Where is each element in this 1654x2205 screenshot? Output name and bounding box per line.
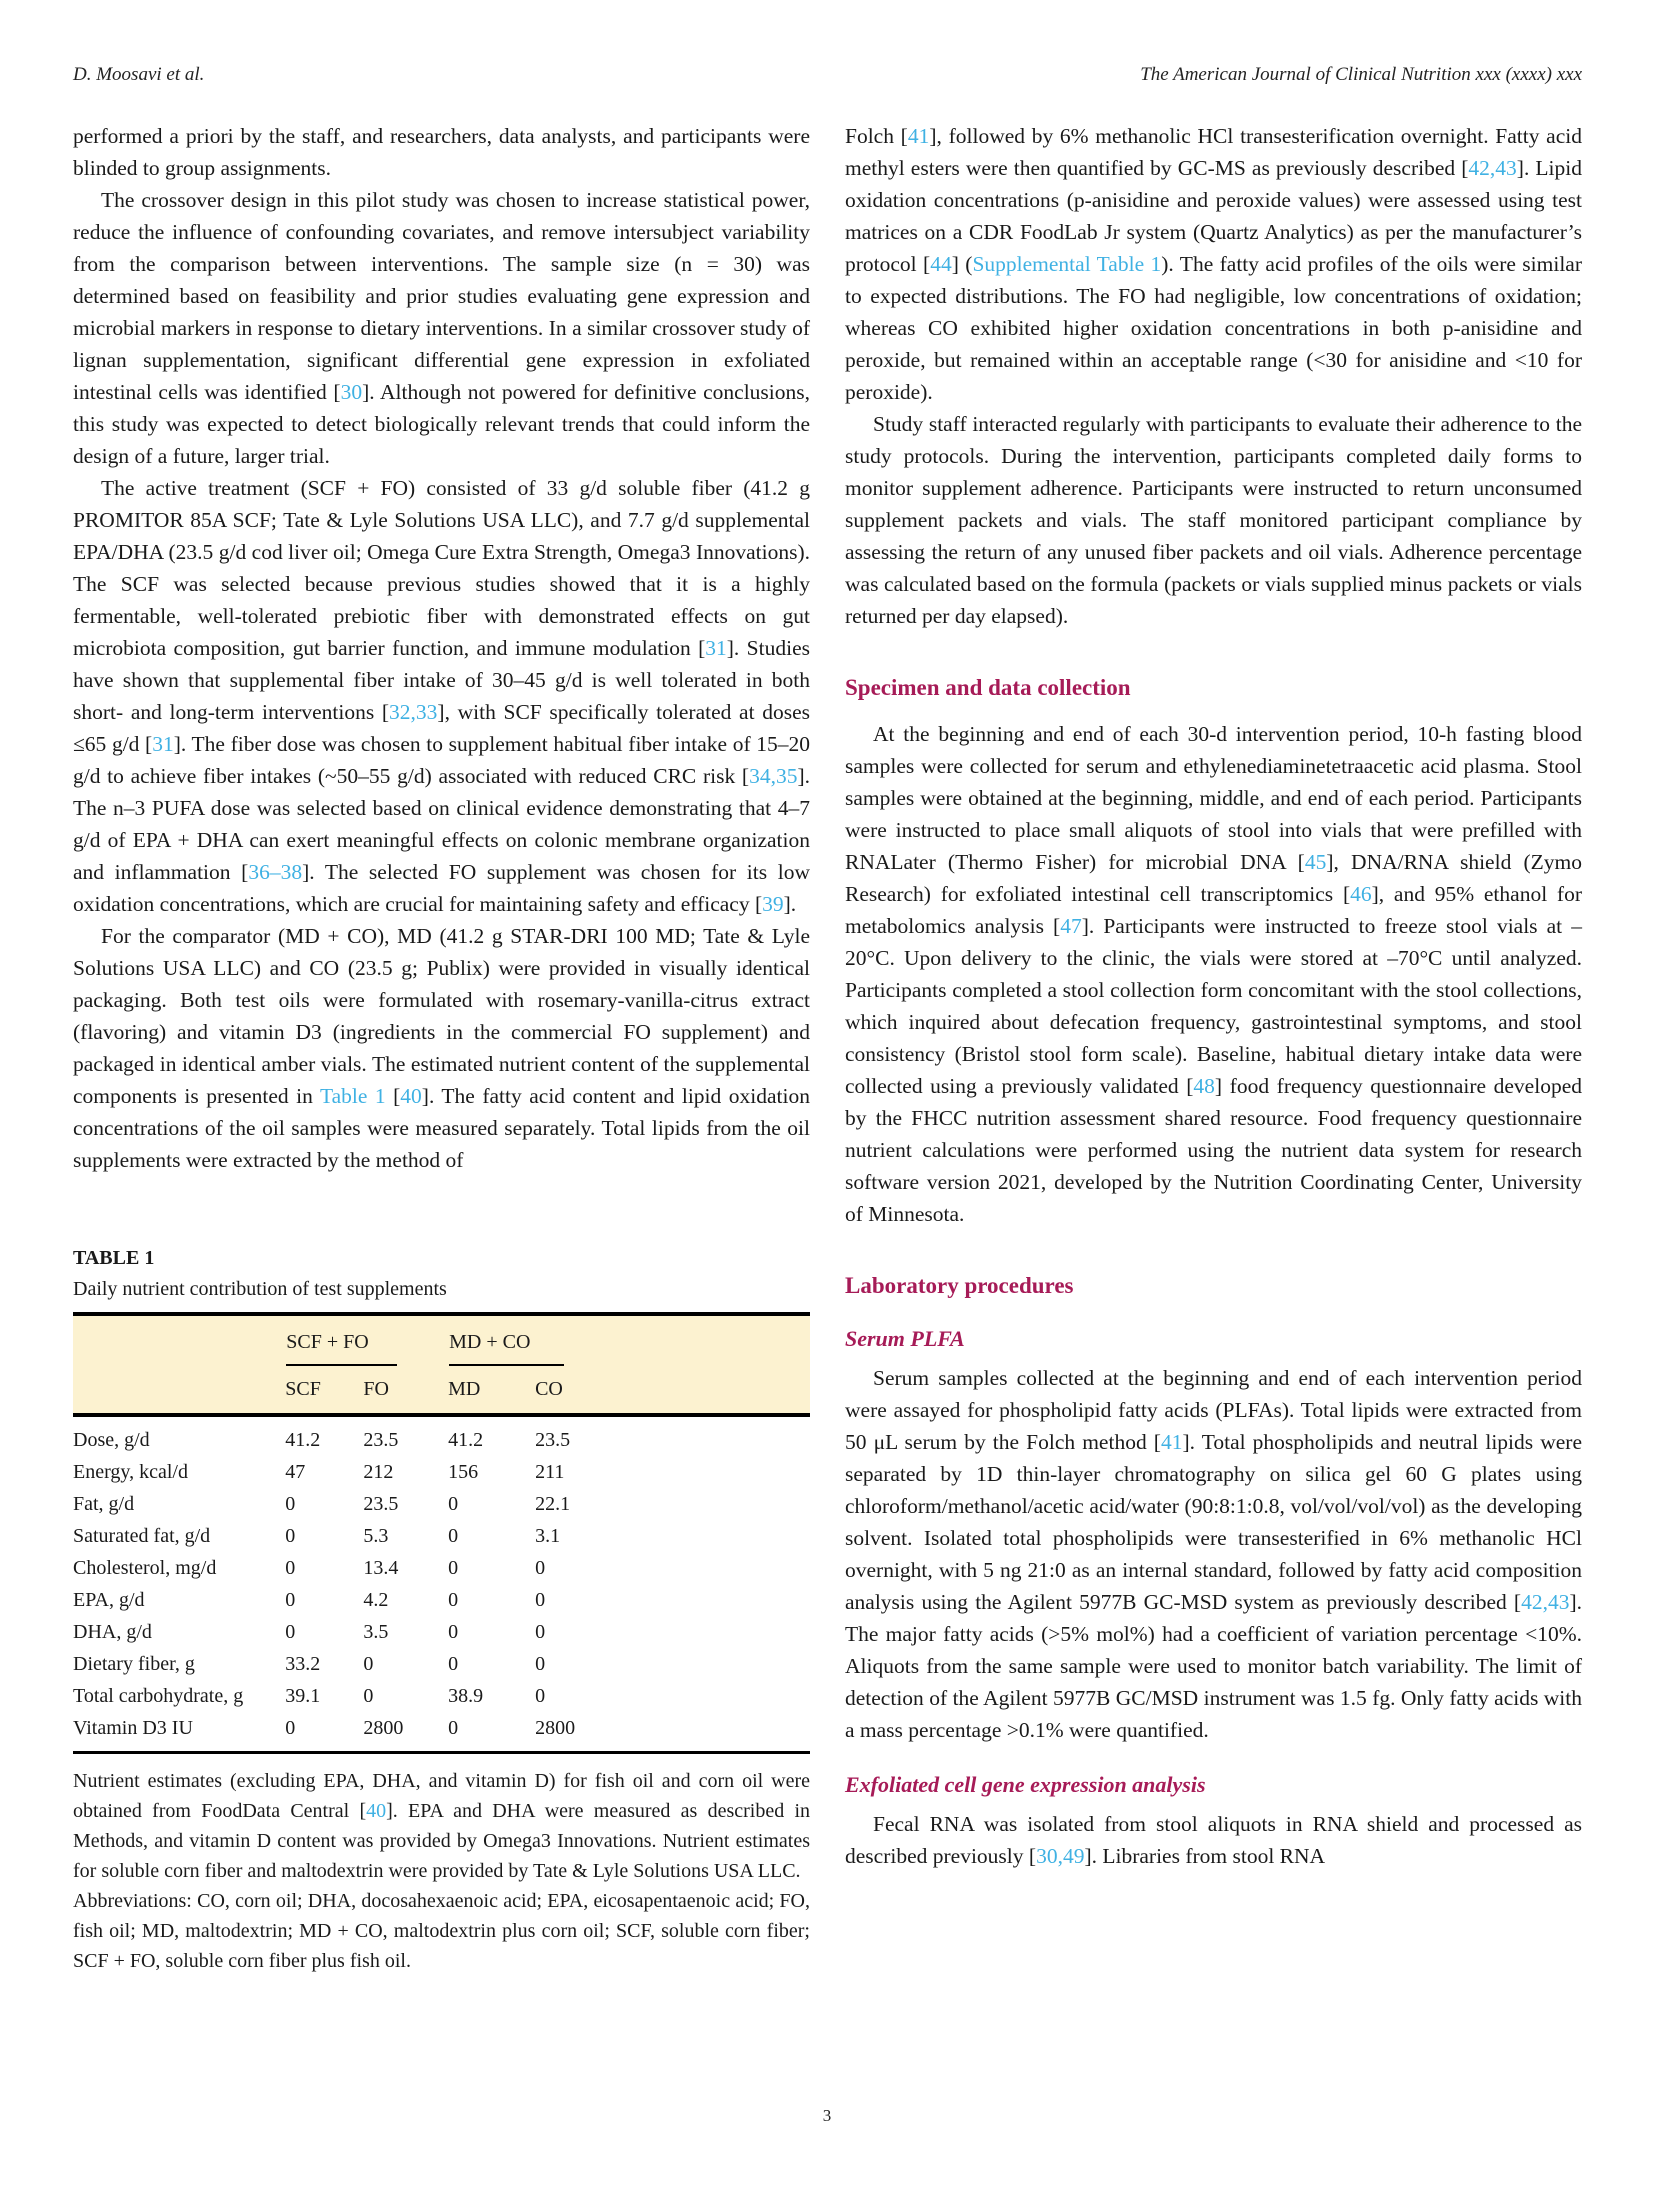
col-header-co: CO bbox=[535, 1367, 810, 1415]
text-segment: ]. bbox=[783, 892, 797, 916]
text-segment: Fecal RNA was isolated from stool aliquots in RNA shield and processed as described previously [ bbox=[845, 1812, 1582, 1868]
text-segment: ]. Libraries from stool RNA bbox=[1084, 1844, 1326, 1868]
text-segment: ] ( bbox=[951, 252, 973, 276]
citation-link[interactable]: Table 1 bbox=[319, 1084, 386, 1108]
cell: 41.2 bbox=[285, 1429, 321, 1451]
cell: 5.3 bbox=[363, 1525, 389, 1547]
citation-link[interactable]: 36–38 bbox=[248, 860, 303, 884]
right-column bbox=[845, 120, 1582, 1976]
row-label: Cholesterol, mg/d bbox=[73, 1557, 217, 1579]
cell: 38.9 bbox=[448, 1685, 484, 1707]
cell: 0 bbox=[285, 1525, 296, 1547]
footnote-nutrient-sources bbox=[73, 1766, 810, 1886]
cell: 4.2 bbox=[363, 1589, 389, 1611]
running-head bbox=[73, 64, 1582, 86]
cell: 0 bbox=[285, 1621, 296, 1643]
table-row bbox=[73, 1415, 810, 1456]
citation-link[interactable]: 41 bbox=[907, 124, 930, 148]
table-1-caption: Daily nutrient contribution of test supplements bbox=[73, 1278, 447, 1300]
cell: 211 bbox=[535, 1461, 565, 1483]
citation-link[interactable]: 32,33 bbox=[389, 700, 438, 724]
text-segment: Serum samples collected at the beginning and end of each intervention period were assayed for phospholipid fatty acids (PLFAs). Total lipids were extracted from 50 μL serum by the Folch method [ bbox=[845, 1366, 1582, 1454]
text-segment: performed a priori by the staff, and researchers, data analysts, and participants were blinded to group assignments. bbox=[73, 124, 810, 180]
cell: 41.2 bbox=[448, 1429, 484, 1451]
table-row bbox=[73, 1616, 810, 1648]
nutrient-table bbox=[73, 1312, 810, 1754]
text-segment: ]. Total phospholipids and neutral lipids were separated by 1D thin-layer chromatography on silica gel 60 G plates using chloroform/methanol/acetic acid/water (90:8:1:0.8, vol/vol/vol/vol) as the developing solvent. Isolated total phospholipids were transesterified in 6% methanolic HCl overnight, with 5 ng 21:0 as an internal standard, followed by fatty acid composition analysis using the Agilent 5977B GC-MSD system as previously described [ bbox=[845, 1430, 1583, 1614]
footnote-abbreviations: Abbreviations: CO, corn oil; DHA, docosahexaenoic acid; EPA, eicosapentaenoic acid; FO, fish oil; MD, maltodextrin; MD + CO, maltodextrin plus corn oil; SCF, soluble corn fiber; SCF + FO, soluble corn fiber plus fish oil. bbox=[73, 1890, 810, 1972]
text-segment: ). The fatty acid profiles of the oils were similar to expected distributions. The FO had negligible, low concentrations of oxidation; whereas CO exhibited higher oxidation concentrations in both p-anisidine and peroxide, but remained within an acceptable range (<30 for anisidine and <10 for peroxide). bbox=[845, 252, 1583, 404]
cell: 23.5 bbox=[363, 1429, 399, 1451]
row-label: Vitamin D3 IU bbox=[73, 1717, 193, 1739]
cell: 0 bbox=[448, 1653, 459, 1675]
row-label: Dose, g/d bbox=[73, 1429, 150, 1451]
cell: 22.1 bbox=[535, 1493, 571, 1515]
cell: 0 bbox=[535, 1685, 546, 1707]
cell: 0 bbox=[285, 1557, 296, 1579]
cell: 0 bbox=[535, 1589, 546, 1611]
text-segment: Folch [ bbox=[845, 124, 908, 148]
text-segment: ]. The fatty acid content and lipid oxidation concentrations of the oil samples were measured separately. Total lipids from the oil supplements were extracted by the method of bbox=[73, 1084, 810, 1172]
text-segment: For the comparator (MD + CO), MD (41.2 g STAR-DRI 100 MD; Tate & Lyle Solutions USA LLC) and CO (23.5 g; Publix) were provided in visually identical packaging. Both test oils were formulated with rosemary-vanilla-citrus extract (flavoring) and vitamin D3 (ingredients in the commercial FO supplement) and packaged in identical amber vials. The estimated nutrient content of the supplemental components is presented in bbox=[73, 924, 810, 1108]
group-header-scf-fo bbox=[285, 1314, 448, 1367]
row-label: Fat, g/d bbox=[73, 1493, 135, 1515]
cell: 3.1 bbox=[535, 1525, 561, 1547]
cell: 47 bbox=[285, 1461, 306, 1483]
cell: 0 bbox=[448, 1557, 459, 1579]
citation-link[interactable]: 42,43 bbox=[1468, 156, 1517, 180]
cell: 156 bbox=[448, 1461, 479, 1483]
text-segment: [ bbox=[385, 1084, 401, 1108]
text-segment: At the beginning and end of each 30-d intervention period, 10-h fasting blood samples were collected for serum and ethylenediaminetetraacetic acid plasma. Stool samples were obtained at the beginning, middle, and end of each period. Participants were instructed to place small aliquots of stool into vials that were prefilled with RNALater (Thermo Fisher) for microbial DNA [ bbox=[845, 722, 1582, 874]
text-segment: ]. The major fatty acids (>5% mol%) had a coefficient of variation percentage <10%. Aliquots from the same sample were used to monitor batch variability. The limit of detection of the Agilent 5977B GC/MSD instrument was 1.5 fg. Only fatty acids with a mass percentage >0.1% were quantified. bbox=[845, 1590, 1582, 1742]
two-column-body bbox=[73, 120, 1582, 1976]
subsection-heading-exfoliated: Exfoliated cell gene expression analysis bbox=[845, 1772, 1206, 1797]
citation-link[interactable]: 45 bbox=[1304, 850, 1327, 874]
text-segment: ] food frequency questionnaire developed by the FHCC nutrition assessment shared resource. Food frequency questionnaire nutrient calculations were performed using the nutrient data system for research software version 2021, developed by the Nutrition Coordinating Center, University of Minnesota. bbox=[845, 1074, 1582, 1226]
citation-link[interactable]: 44 bbox=[930, 252, 952, 276]
row-label: EPA, g/d bbox=[73, 1589, 145, 1611]
citation-link[interactable]: 40 bbox=[366, 1800, 387, 1822]
cell: 0 bbox=[448, 1717, 459, 1739]
row-label: Dietary fiber, g bbox=[73, 1653, 195, 1675]
col-header-fo: FO bbox=[363, 1367, 448, 1415]
running-head-authors: D. Moosavi et al. bbox=[73, 64, 205, 85]
row-label: Saturated fat, g/d bbox=[73, 1525, 211, 1547]
empty-header-cell bbox=[73, 1367, 285, 1415]
cell: 23.5 bbox=[363, 1493, 399, 1515]
text-segment: ]. Although not powered for definitive conclusions, this study was expected to detect biologically relevant trends that could inform the design of a future, larger trial. bbox=[73, 380, 811, 468]
row-label: Total carbohydrate, g bbox=[73, 1685, 244, 1707]
citation-link[interactable]: 40 bbox=[400, 1084, 422, 1108]
paragraph-active-treatment bbox=[73, 472, 810, 920]
text-segment: ]. Studies have shown that supplemental fiber intake of 30–45 g/d is well tolerated in both short- and long-term interventions [ bbox=[73, 636, 810, 724]
cell: 0 bbox=[285, 1589, 296, 1611]
col-header-scf: SCF bbox=[285, 1367, 363, 1415]
text-segment: Study staff interacted regularly with participants to evaluate their adherence to the study protocols. During the intervention, participants completed daily forms to monitor supplement adherence. Participants were instructed to return unconsumed supplement packets and vials. The staff monitored participant compliance by assessing the return of any unused fiber packets and oil vials. Adherence percentage was calculated based on the formula (packets or vials supplied minus packets or vials returned per day elapsed). bbox=[845, 412, 1582, 628]
cell: 0 bbox=[448, 1493, 459, 1515]
citation-link[interactable]: 34,35 bbox=[749, 764, 798, 788]
paragraph-specimen-collection bbox=[845, 718, 1582, 1230]
cell: 0 bbox=[448, 1525, 459, 1547]
table-row bbox=[73, 1584, 810, 1616]
cell: 13.4 bbox=[363, 1557, 399, 1579]
cell: 0 bbox=[535, 1653, 546, 1675]
row-label: DHA, g/d bbox=[73, 1621, 152, 1643]
section-heading-specimen: Specimen and data collection bbox=[845, 675, 1131, 700]
cell: 0 bbox=[285, 1717, 296, 1739]
table-row bbox=[73, 1520, 810, 1552]
row-label: Energy, kcal/d bbox=[73, 1461, 188, 1483]
citation-link[interactable]: 31 bbox=[152, 732, 174, 756]
text-segment: ]. Lipid oxidation concentrations (p-anisidine and peroxide values) were assessed using test matrices on a CDR FoodLab Jr system (Quartz Analytics) as per the manufacturer’s protocol [ bbox=[845, 156, 1582, 276]
paragraph-comparator bbox=[73, 920, 810, 1176]
cell: 23.5 bbox=[535, 1429, 571, 1451]
cell: 39.1 bbox=[285, 1685, 321, 1707]
text-segment: ], followed by 6% methanolic HCl transesterification overnight. Fatty acid methyl esters were then quantified by GC-MS as previously described [ bbox=[845, 124, 1582, 180]
table-row bbox=[73, 1712, 810, 1753]
cell: 0 bbox=[535, 1557, 546, 1579]
empty-header-cell bbox=[73, 1314, 285, 1367]
table-row bbox=[73, 1552, 810, 1584]
paragraph-exfoliated bbox=[845, 1808, 1582, 1872]
cell: 2800 bbox=[363, 1717, 404, 1739]
cell: 0 bbox=[535, 1621, 546, 1643]
cell: 0 bbox=[448, 1621, 459, 1643]
citation-link[interactable]: 30 bbox=[340, 380, 363, 404]
citation-link[interactable]: 39 bbox=[762, 892, 784, 916]
table-1-label: TABLE 1 bbox=[73, 1247, 155, 1269]
citation-link[interactable]: 48 bbox=[1193, 1074, 1215, 1098]
text-segment: ]. The n–3 PUFA dose was selected based on clinical evidence demonstrating that 4–7 g/d of EPA + DHA can exert meaningful effects on colonic membrane organization and inflammation [ bbox=[73, 764, 810, 884]
section-heading-laboratory: Laboratory procedures bbox=[845, 1273, 1074, 1298]
citation-link[interactable]: 30,49 bbox=[1036, 1844, 1085, 1868]
text-segment: ], DNA/RNA shield (Zymo Research) for exfoliated intestinal cell transcriptomics [ bbox=[845, 850, 1582, 906]
paragraph-folch-oxidation bbox=[845, 120, 1582, 408]
citation-link[interactable]: 42,43 bbox=[1521, 1590, 1570, 1614]
text-segment: ], and 95% ethanol for metabolomics analysis [ bbox=[845, 882, 1582, 938]
table-1-footnotes bbox=[73, 1766, 810, 1976]
citation-link[interactable]: 47 bbox=[1060, 914, 1082, 938]
table-1-block bbox=[73, 1246, 810, 1976]
paragraph-crossover-design bbox=[73, 184, 810, 472]
cell: 212 bbox=[363, 1461, 394, 1483]
col-header-md: MD bbox=[448, 1367, 535, 1415]
citation-link[interactable]: 46 bbox=[1350, 882, 1372, 906]
paragraph-blinding bbox=[73, 120, 810, 184]
sub-header-row bbox=[73, 1367, 810, 1415]
cell: 0 bbox=[448, 1589, 459, 1611]
citation-link[interactable]: Supplemental Table 1 bbox=[972, 252, 1162, 276]
nutrient-table-body bbox=[73, 1415, 810, 1753]
table-row bbox=[73, 1488, 810, 1520]
page-number: 3 bbox=[822, 2106, 832, 2125]
left-column bbox=[73, 120, 810, 1976]
text-segment: The active treatment (SCF + FO) consisted of 33 g/d soluble fiber (41.2 g PROMITOR 85A SCF; Tate & Lyle Solutions USA LLC), and 7.7 g/d supplemental EPA/DHA (23.5 g/d cod liver oil; Omega Cure Extra Strength, Omega3 Innovations). The SCF was selected because previous studies showed that it is a highly fermentable, well-tolerated prebiotic fiber with demonstrated effects on gut microbiota composition, gut barrier function, and immune modulation [ bbox=[73, 476, 810, 660]
subsection-heading-serum-plfa: Serum PLFA bbox=[845, 1326, 965, 1351]
cell: 0 bbox=[363, 1653, 374, 1675]
citation-link[interactable]: 31 bbox=[705, 636, 727, 660]
paragraph-serum-plfa bbox=[845, 1362, 1582, 1746]
text-segment: ]. Participants were instructed to freeze stool vials at –20°C. Upon delivery to the clinic, the vials were stored at –70°C until analyzed. Participants completed a stool collection form concomitant with the stool collections, which inquired about defecation frequency, gastrointestinal symptoms, and stool consistency (Bristol stool form scale). Baseline, habitual dietary intake data were collected using a previously validated [ bbox=[845, 914, 1582, 1098]
text-segment: ]. The fiber dose was chosen to supplement habitual fiber intake of 15–20 g/d to achieve fiber intakes (~50–55 g/d) associated with reduced CRC risk [ bbox=[73, 732, 810, 788]
text-segment: ]. The selected FO supplement was chosen for its low oxidation concentrations, which are crucial for maintaining safety and efficacy [ bbox=[73, 860, 811, 916]
group-header-row bbox=[73, 1314, 810, 1367]
paragraph-adherence bbox=[845, 408, 1582, 632]
citation-link[interactable]: 41 bbox=[1160, 1430, 1183, 1454]
table-row bbox=[73, 1456, 810, 1488]
group-header-md-co bbox=[448, 1314, 810, 1367]
cell: 3.5 bbox=[363, 1621, 389, 1643]
cell: 2800 bbox=[535, 1717, 576, 1739]
cell: 33.2 bbox=[285, 1653, 321, 1675]
cell: 0 bbox=[363, 1685, 374, 1707]
text-segment: Nutrient estimates (excluding EPA, DHA, and vitamin D) for fish oil and corn oil were obtained from FoodData Central [ bbox=[73, 1770, 810, 1822]
group-header-label: SCF + FO bbox=[286, 1328, 397, 1366]
cell: 0 bbox=[285, 1493, 296, 1515]
text-segment: The crossover design in this pilot study was chosen to increase statistical power, reduce the influence of confounding covariates, and remove intersubject variability from the comparison between interventions. The sample size (n = 30) was determined based on feasibility and prior studies evaluating gene expression and microbial markers in response to dietary interventions. In a similar crossover study of lignan supplementation, significant differential gene expression in exfoliated intestinal cells was identified [ bbox=[73, 188, 810, 404]
running-head-journal: The American Journal of Clinical Nutrition xxx (xxxx) xxx bbox=[1140, 64, 1582, 85]
nutrient-table-header bbox=[73, 1314, 810, 1415]
table-row bbox=[73, 1648, 810, 1680]
group-header-label: MD + CO bbox=[449, 1328, 564, 1366]
text-segment: ]. EPA and DHA were measured as described in Methods, and vitamin D content was provided by Omega3 Innovations. Nutrient estimates for soluble corn fiber and maltodextrin were provided by Tate & Lyle Solutions USA LLC. bbox=[73, 1800, 810, 1882]
text-segment: ], with SCF specifically tolerated at doses ≤65 g/d [ bbox=[73, 700, 810, 756]
table-row bbox=[73, 1680, 810, 1712]
